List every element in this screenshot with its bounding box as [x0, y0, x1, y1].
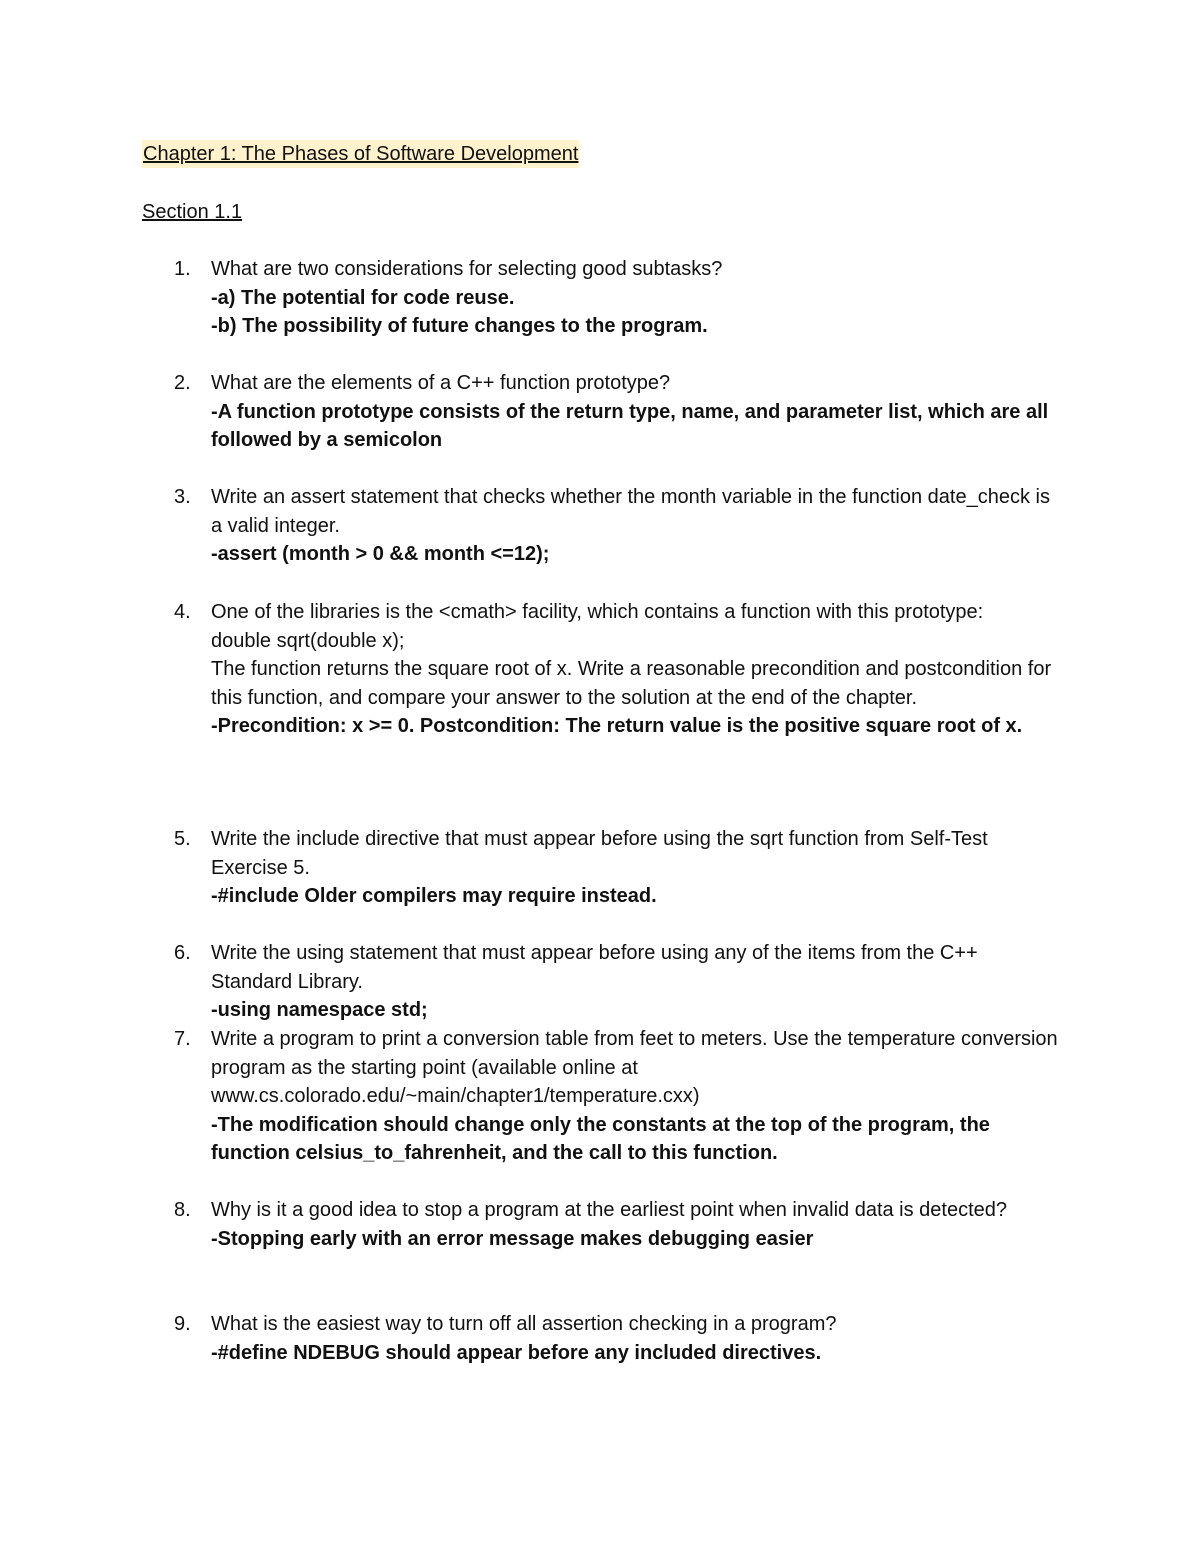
question-text: What is the easiest way to turn off all assertion checking in a program? — [211, 1313, 837, 1335]
question-number: 1. — [174, 258, 191, 280]
question-number: 6. — [174, 942, 191, 964]
question-number: 9. — [174, 1313, 191, 1335]
answer-text: -#define NDEBUG should appear before any included directives. — [211, 1341, 822, 1364]
question-text: Write a program to print a conversion table from feet to meters. Use the temperature conversion program as the starting point (available online at www.cs.colorado.edu/~main/chapter1/temperature.cxx) — [211, 1028, 1058, 1108]
answer-text: -#include Older compilers may require instead. — [211, 885, 657, 908]
question-number: 2. — [174, 372, 191, 394]
question-text: Why is it a good idea to stop a program at the earliest point when invalid data is detected? — [211, 1199, 1008, 1221]
answer-text: -assert (month > 0 && month <=12); — [211, 543, 550, 566]
question-text: One of the libraries is the <cmath> facility, which contains a function with this prototype: double sqrt(double x); The function returns the square root of x. Write a reasonable precondition and postcondition for this function, and compare your answer to the solution at the end of the chapter. — [211, 601, 1052, 709]
question-text: Write the using statement that must appear before using any of the items from the C++ Standard Library. — [211, 942, 978, 993]
section-heading: Section 1.1 — [142, 201, 243, 223]
question-text: What are the elements of a C++ function prototype? — [211, 372, 671, 394]
answer-text: -b) The possibility of future changes to the program. — [211, 315, 708, 338]
answer-text: -Stopping early with an error message makes debugging easier — [211, 1227, 814, 1250]
question-number: 3. — [174, 486, 191, 508]
question-number: 5. — [174, 828, 191, 850]
question-number: 8. — [174, 1199, 191, 1221]
question-number: 4. — [174, 601, 191, 623]
answer-text: -using namespace std; — [211, 999, 428, 1022]
answer-text: -The modification should change only the constants at the top of the program, the function celsius_to_fahrenheit, and the call to this function. — [211, 1113, 990, 1165]
answer-text: -A function prototype consists of the return type, name, and parameter list, which are all followed by a semicolon — [211, 400, 1049, 452]
answer-text: -Precondition: x >= 0. Postcondition: The return value is the positive square root of x. — [211, 715, 1023, 738]
question-text: Write an assert statement that checks whether the month variable in the function date_check is a valid integer. — [211, 486, 1050, 537]
answer-text: -a) The potential for code reuse. — [211, 286, 515, 309]
question-number: 7. — [174, 1028, 191, 1050]
question-text: What are two considerations for selecting good subtasks? — [211, 258, 723, 280]
chapter-title: Chapter 1: The Phases of Software Development — [142, 140, 579, 168]
question-text: Write the include directive that must appear before using the sqrt function from Self-Test Exercise 5. — [211, 828, 988, 879]
